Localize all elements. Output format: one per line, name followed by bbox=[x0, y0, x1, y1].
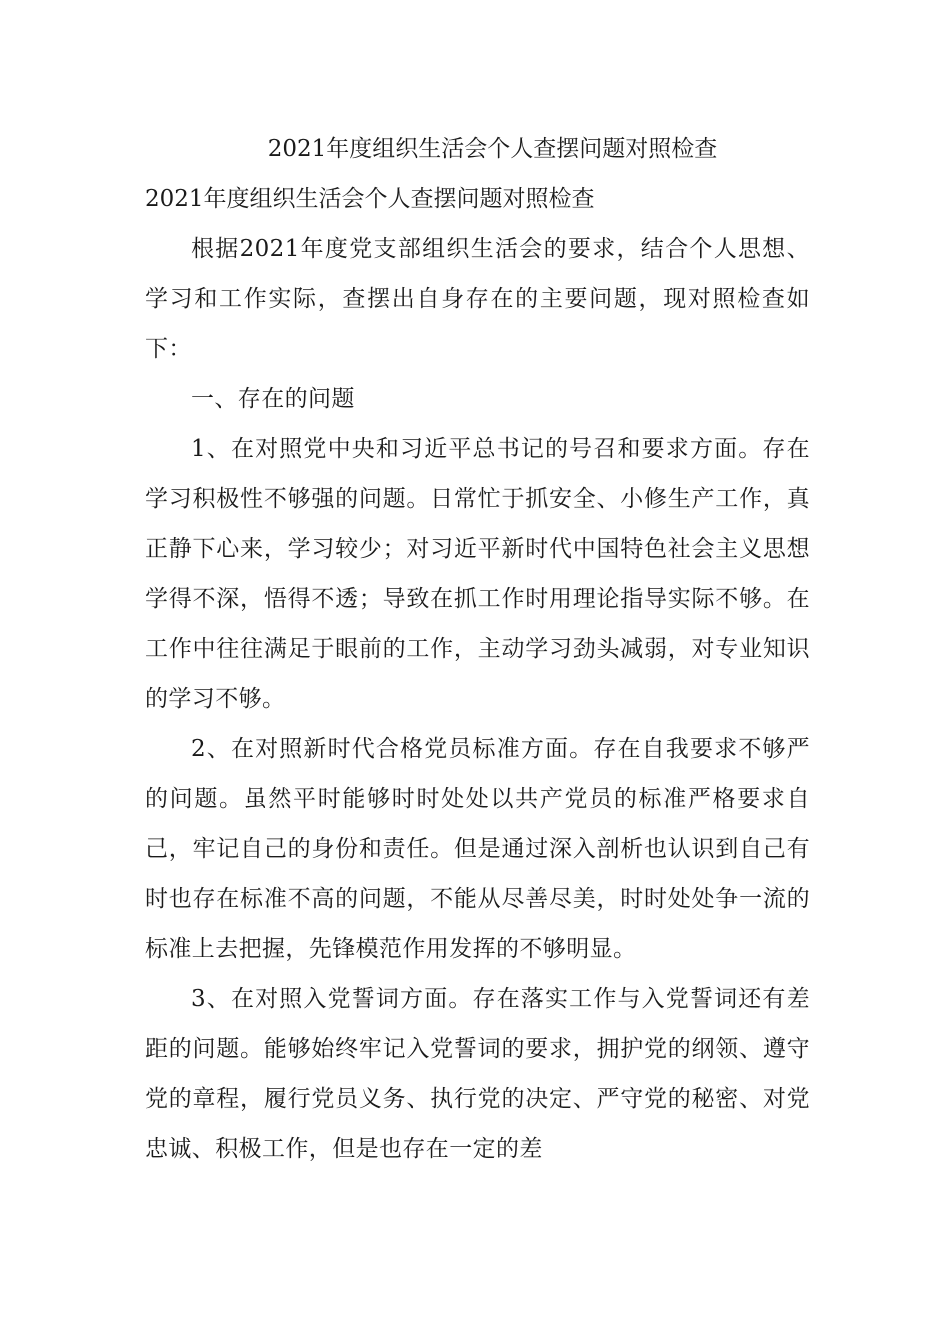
paragraph-item-1: 1、在对照党中央和习近平总书记的号召和要求方面。存在学习积极性不够强的问题。日常忙于抓安全、小修生产工作，真正静下心来，学习较少；对习近平新时代中国特色社会主义思想学得不深，悟得不透；导致在抓工作时用理论指导实际不够。在工作中往往满足于眼前的工作，主动学习劲头减弱，对专业知识的学习不够。 bbox=[145, 436, 810, 712]
paragraph-item-2: 2、在对照新时代合格党员标准方面。存在自我要求不够严的问题。虽然平时能够时时处处以共产党员的标准严格要求自己，牢记自己的身份和责任。但是通过深入剖析也认识到自己有时也存在标准不高的问题，不能从尽善尽美，时时处处争一流的标准上去把握，先锋模范作用发挥的不够明显。 bbox=[145, 736, 810, 962]
intro-paragraph: 根据2021年度党支部组织生活会的要求，结合个人思想、学习和工作实际，查摆出自身存在的主要问题，现对照检查如下： bbox=[145, 236, 810, 362]
paragraph-item-3: 3、在对照入党誓词方面。存在落实工作与入党誓词还有差距的问题。能够始终牢记入党誓词的要求，拥护党的纲领、遵守党的章程，履行党员义务、执行党的决定、严守党的秘密、对党忠诚、积极工作，但是也存在一定的差 bbox=[145, 986, 810, 1162]
document-subtitle: 2021年度组织生活会个人查摆问题对照检查 bbox=[145, 186, 595, 212]
document-title: 2021年度组织生活会个人查摆问题对照检查 bbox=[267, 136, 718, 162]
document-body bbox=[145, 124, 810, 1174]
section-heading: 一、存在的问题 bbox=[191, 386, 355, 412]
